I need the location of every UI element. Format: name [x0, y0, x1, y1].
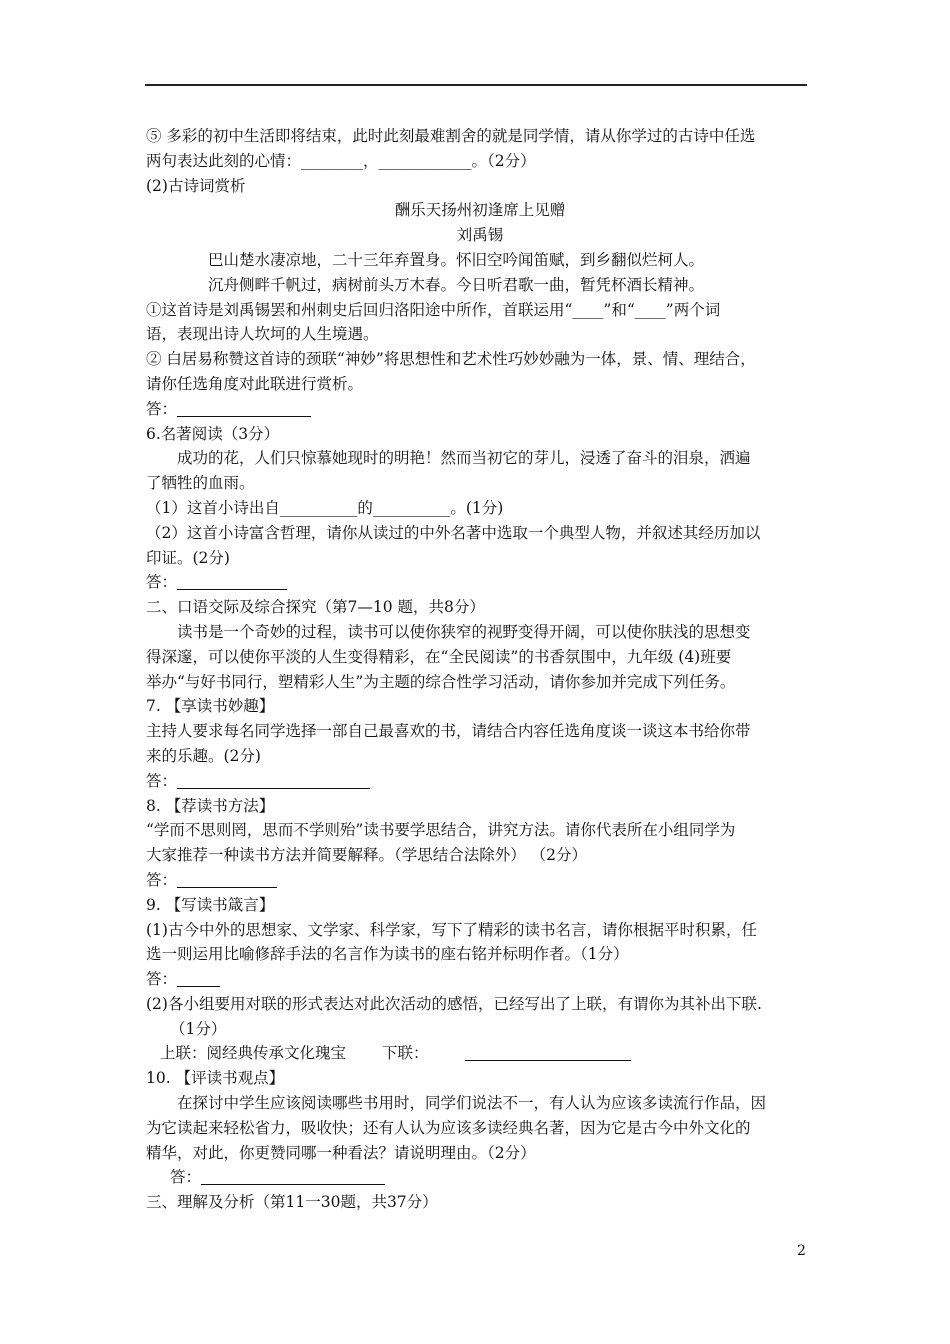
paragraph-text: 为它读起来轻松省力，吸收快；还有人认为应该多读经典名著，因为它是古今中外文化的 [146, 1118, 751, 1137]
question-heading: 8. 【荐读书方法】 [146, 796, 275, 815]
couplet-upper: 上联：阅经典传承文化瑰宝 [160, 1044, 347, 1063]
header-rule [145, 84, 807, 86]
question-text: (1)古今中外的思想家、文学家、科学家，写下了精彩的读书名言，请你根据平时积累，任 [146, 920, 757, 939]
answer-label: 答： [170, 1168, 202, 1187]
poem-title: 酬乐天扬州初逢席上见赠 [394, 201, 566, 220]
answer-line [146, 967, 814, 992]
answer-label: 答： [146, 573, 178, 592]
quoted-poem: 成功的花，人们只惊慕她现时的明艳！然而当初它的芽儿，浸透了奋斗的泪泉，洒遍 [177, 449, 751, 468]
question-text: （1）这首小诗出自__________的__________。(1分) [146, 498, 504, 517]
answer-blank[interactable] [177, 970, 220, 987]
answer-label: 答： [146, 771, 178, 790]
question-text: “学而不思则罔，思而不学则殆”读书要学思结合，讲究方法。请你代表所在小组同学为 [146, 821, 736, 840]
answer-blank[interactable] [177, 573, 287, 590]
poem-line: 巴山楚水凄凉地，二十三年弃置身。怀旧空吟闻笛赋，到乡翻似烂柯人。 [208, 250, 705, 269]
answer-line [146, 868, 814, 893]
text-line: ⑤ 多彩的初中生活即将结束，此时此刻最难割舍的就是同学情，请从你学过的古诗中任选 [146, 127, 756, 145]
answer-blank[interactable] [201, 1168, 385, 1185]
answer-line [146, 570, 814, 595]
section-heading: (2)古诗词赏析 [146, 176, 246, 195]
section-heading: 三、理解及分析（第11一30题，共37分） [146, 1193, 438, 1212]
question-heading: 9. 【写读书箴言】 [146, 895, 275, 914]
answer-label: 答： [146, 399, 178, 418]
question-text: 大家推荐一种读书方法并简要解释。（学思结合法除外） （2分） [146, 846, 588, 865]
question-heading: 6.名著阅读（3分） [146, 424, 280, 443]
question-text: （2）这首小诗富含哲理，请你从读过的中外名著中选取一个典型人物，并叙述其经历加以 [146, 523, 761, 542]
question-heading: 10. 【评读书观点】 [146, 1069, 285, 1088]
question-text: ② 白居易称赞这首诗的颈联“神妙”将思想性和艺术性巧妙妙融为一体，景、情、理结合， [146, 350, 756, 369]
answer-line [146, 769, 814, 794]
paragraph-text: 得深邃，可以使你平淡的人生变得精彩，在“全民阅读”的书香氛围中，九年级 (4)班要 [146, 647, 732, 666]
quoted-poem: 了牺牲的血雨。 [146, 474, 255, 493]
question-text: 请你任选角度对此联进行赏析。 [146, 374, 364, 393]
question-heading: 7. 【享读书妙趣】 [146, 697, 275, 716]
paragraph-text: 在探讨中学生应该阅读哪些书用时，同学们说法不一，有人认为应该多读流行作品，因 [177, 1094, 767, 1113]
question-text: 来的乐趣。(2分) [146, 746, 261, 765]
couplet-lower-label: 下联： [382, 1044, 429, 1063]
poem-line: 沉舟侧畔千帆过，病树前头万木春。今日听君歌一曲，暂凭杯酒长精神。 [208, 275, 705, 294]
poem-author: 刘禹锡 [456, 226, 504, 245]
answer-label: 答： [146, 970, 178, 989]
answer-blank[interactable] [177, 400, 311, 417]
answer-blank[interactable] [177, 772, 370, 789]
question-score: （1分） [170, 1019, 227, 1038]
document-body [146, 124, 814, 1215]
paragraph-text: 精华，对此，你更赞同哪一种看法？请说明理由。（2分） [146, 1143, 536, 1162]
answer-line [146, 397, 814, 422]
paragraph-text: 读书是一个奇妙的过程，读书可以使你狭窄的视野变得开阔，可以使你肤浅的思想变 [177, 622, 751, 641]
question-text: (2)各小组要用对联的形式表达对此次活动的感悟，已经写出了上联，有谓你为其补出下联. [146, 994, 762, 1013]
question-text: 印证。(2分) [146, 548, 230, 567]
text-line: 两句表达此刻的心情：________，____________。（2分） [146, 151, 536, 170]
couplet-lower-blank[interactable] [465, 1044, 631, 1061]
page-number: 2 [797, 1243, 806, 1259]
question-text: 主持人要求每名同学选择一部自己最喜欢的书，请结合内容任选角度谈一谈这本书给你带 [146, 722, 751, 741]
paragraph-text: 举办“与好书同行，塑精彩人生”为主题的综合性学习活动，请你参加并完成下列任务。 [146, 672, 736, 691]
question-text: 选一则运用比喻修辞手法的名言作为读书的座右铭并标明作者。（1分） [146, 945, 629, 964]
answer-label: 答： [146, 870, 178, 889]
section-heading: 二、口语交际及综合探究（第7—10 题，共8分） [146, 598, 485, 617]
question-text: 语，表现出诗人坎坷的人生境遇。 [146, 325, 379, 344]
answer-line [146, 1165, 814, 1190]
couplet-line [146, 1041, 814, 1066]
answer-blank[interactable] [177, 871, 277, 888]
question-text: ①这首诗是刘禹锡罢和州刺史后回归洛阳途中所作，首联运用“____”和“____”两个词 [146, 300, 721, 319]
